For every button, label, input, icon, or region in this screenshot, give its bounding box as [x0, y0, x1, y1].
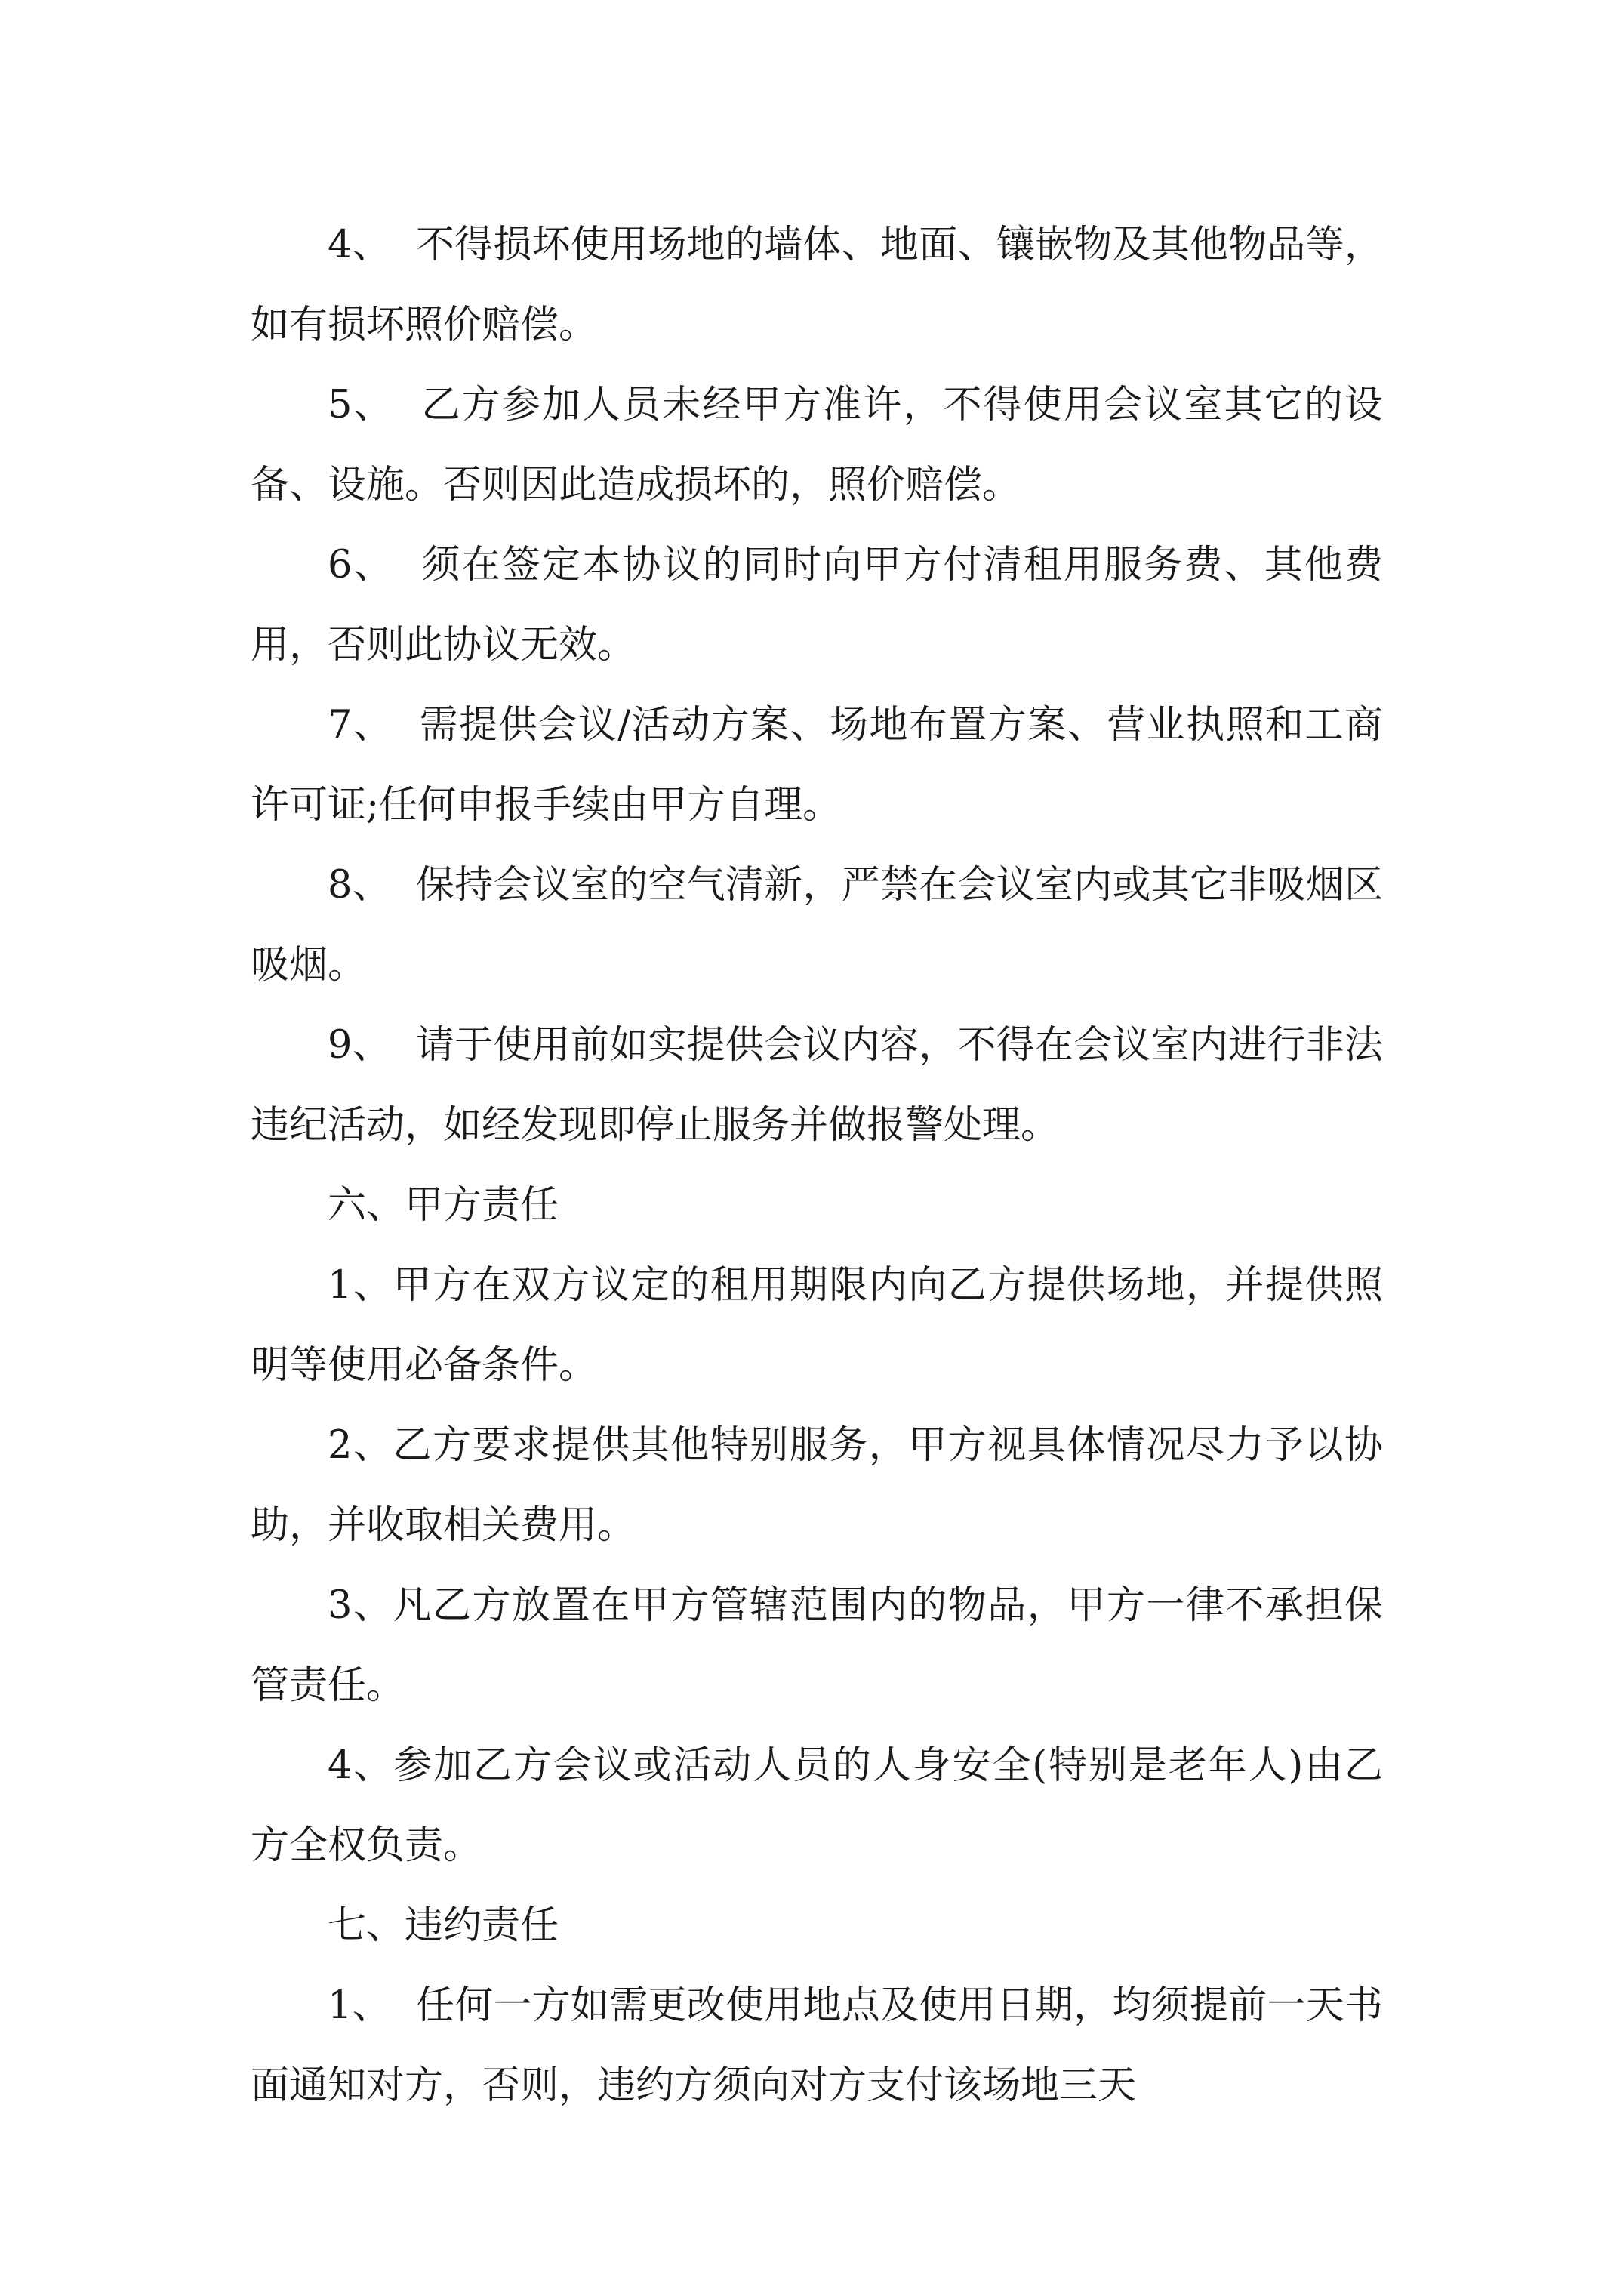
party-a-clause-4: 4、参加乙方会议或活动人员的人身安全(特别是老年人)由乙方全权负责。 [251, 1743, 1383, 1868]
section-heading-breach-liability: 七、违约责任 [328, 1903, 559, 1948]
party-a-clause-3: 3、凡乙方放置在甲方管辖范围内的物品，甲方一律不承担保管责任。 [251, 1583, 1383, 1708]
clause-9-lawful-use: 9、 请于使用前如实提供会议内容，不得在会议室内进行非法违纪活动，如经发现即停止服务并做报警处理。 [251, 1023, 1383, 1148]
party-a-clause-2: 2、乙方要求提供其他特别服务，甲方视具体情况尽力予以协助，并收取相关费用。 [251, 1423, 1383, 1548]
clause-8-no-smoking: 8、 保持会议室的空气清新，严禁在会议室内或其它非吸烟区吸烟。 [251, 863, 1383, 988]
clause-5-equipment-use: 5、 乙方参加人员未经甲方准许，不得使用会议室其它的设备、设施。否则因此造成损坏的，照价赔偿。 [251, 383, 1383, 507]
party-a-clause-1: 1、甲方在双方议定的租用期限内向乙方提供场地，并提供照明等使用必备条件。 [251, 1263, 1383, 1388]
section-heading-party-a-duties: 六、甲方责任 [328, 1183, 559, 1228]
document-body [251, 205, 1383, 2126]
clause-4-no-damage: 4、 不得损坏使用场地的墙体、地面、镶嵌物及其他物品等，如有损坏照价赔偿。 [251, 223, 1383, 347]
breach-clause-1: 1、 任何一方如需更改使用地点及使用日期，均须提前一天书面通知对方，否则，违约方须向对方支付该场地三天 [251, 1983, 1383, 2108]
clause-6-payment: 6、 须在签定本协议的同时向甲方付清租用服务费、其他费用，否则此协议无效。 [251, 543, 1383, 667]
clause-7-documents: 7、 需提供会议/活动方案、场地布置方案、营业执照和工商许可证;任何申报手续由甲方自理。 [251, 703, 1383, 827]
